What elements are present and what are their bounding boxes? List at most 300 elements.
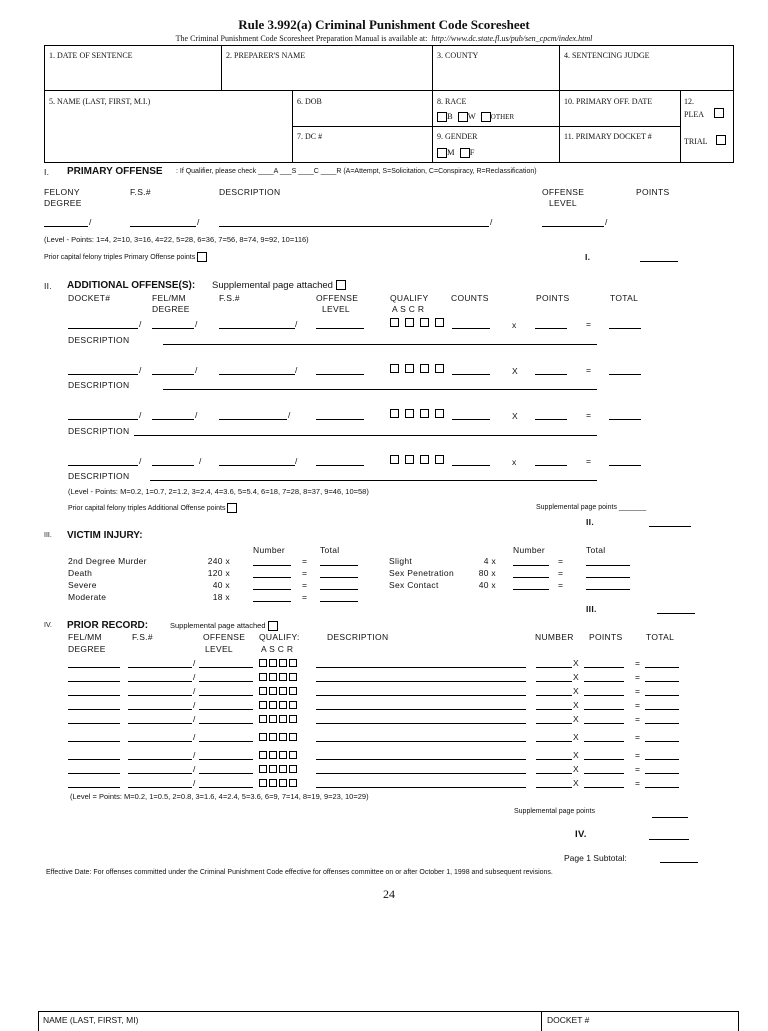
- preparers-name-field[interactable]: [221, 45, 433, 91]
- qualify-checkboxes[interactable]: [259, 673, 297, 681]
- prior-capital-text: Prior capital felony triples Additional Offense points: [68, 504, 226, 512]
- equals-sign: =: [586, 410, 592, 420]
- felmm-input[interactable]: [152, 328, 194, 329]
- injury-total-input[interactable]: [320, 589, 358, 590]
- fs-input[interactable]: [128, 709, 192, 710]
- total-input[interactable]: [645, 709, 679, 710]
- total-input[interactable]: [609, 328, 641, 329]
- slash: /: [197, 217, 200, 227]
- points-input[interactable]: [584, 759, 624, 760]
- manual-note: [0, 34, 768, 43]
- race-w-checkbox[interactable]: [458, 112, 468, 122]
- equals-sign: =: [635, 672, 641, 682]
- total-input[interactable]: [645, 723, 679, 724]
- fs-input[interactable]: [219, 419, 287, 420]
- felmm-input[interactable]: [152, 465, 194, 466]
- equals-sign: =: [558, 568, 564, 578]
- docket-input[interactable]: [68, 419, 138, 420]
- qualify-checkboxes[interactable]: [259, 715, 297, 723]
- supp-attached-text: Supplemental page attached: [212, 280, 333, 291]
- times-sign: X: [512, 411, 518, 421]
- felmm-input[interactable]: [152, 419, 194, 420]
- description-input[interactable]: [150, 480, 597, 481]
- fs-input[interactable]: [128, 741, 192, 742]
- total-input[interactable]: [645, 741, 679, 742]
- qualify-checkboxes[interactable]: [259, 765, 297, 773]
- col-docket: DOCKET#: [68, 293, 111, 303]
- plea-checkbox[interactable]: [714, 108, 724, 118]
- col-description: DESCRIPTION: [219, 187, 281, 197]
- col-degree: DEGREE: [68, 644, 106, 654]
- injury-label: Sex Penetration: [389, 568, 454, 578]
- qualify-checkboxes[interactable]: [259, 779, 297, 787]
- prior-capital-text: Prior capital felony triples Primary Offense points: [44, 253, 196, 261]
- fs-input[interactable]: [128, 681, 192, 682]
- number-input[interactable]: [536, 741, 572, 742]
- offense-level-input[interactable]: [316, 328, 364, 329]
- bottom-docket-label: DOCKET #: [547, 1015, 590, 1025]
- fs-input[interactable]: [219, 374, 295, 375]
- col-offense: OFFENSE: [542, 187, 585, 197]
- injury-multiplier: 4 x: [483, 556, 496, 566]
- description-input[interactable]: [316, 709, 526, 710]
- page-title: Rule 3.992(a) Criminal Punishment Code Scoresheet: [238, 17, 530, 32]
- qualify-checkboxes[interactable]: [259, 733, 297, 741]
- felmm-input[interactable]: [68, 667, 120, 668]
- prior-record-roman: IV.: [44, 622, 52, 629]
- preparers-name-label: 2. PREPARER'S NAME: [226, 51, 306, 60]
- race-options: [437, 111, 514, 122]
- injury-total-input[interactable]: [586, 565, 630, 566]
- trial-checkbox[interactable]: [716, 135, 726, 145]
- fs-input[interactable]: [128, 773, 192, 774]
- supp-attached-checkbox[interactable]: [268, 621, 278, 631]
- injury-number-input[interactable]: [513, 565, 549, 566]
- description-input[interactable]: [219, 226, 489, 227]
- col-points: POINTS: [589, 632, 623, 642]
- col-degree: DEGREE: [44, 198, 82, 208]
- injury-number-input[interactable]: [513, 577, 549, 578]
- points-input[interactable]: [535, 419, 567, 420]
- times-sign: x: [512, 457, 517, 467]
- counts-input[interactable]: [452, 328, 490, 329]
- injury-total-input[interactable]: [320, 601, 358, 602]
- injury-multiplier: 120 x: [207, 568, 230, 578]
- total-input[interactable]: [645, 695, 679, 696]
- offense-level-input[interactable]: [199, 681, 253, 682]
- col-offense: OFFENSE: [203, 632, 246, 642]
- race-label: 8. RACE: [437, 97, 467, 106]
- injury-total-input[interactable]: [320, 577, 358, 578]
- primary-offense-title: PRIMARY OFFENSE: [67, 166, 163, 177]
- slash: /: [89, 217, 92, 227]
- points-input[interactable]: [584, 667, 624, 668]
- equals-sign: =: [635, 732, 641, 742]
- col-fs: F.S.#: [130, 187, 151, 197]
- equals-sign: =: [635, 764, 641, 774]
- gender-m-label: M: [447, 147, 455, 157]
- col-felmm: FEL/MM: [68, 632, 102, 642]
- slash: /: [139, 365, 142, 375]
- equals-sign: =: [635, 700, 641, 710]
- equals-sign: =: [635, 714, 641, 724]
- col-number: Number: [253, 545, 286, 555]
- page-number: 24: [383, 887, 395, 901]
- times-sign: X: [573, 732, 579, 742]
- injury-total-input[interactable]: [586, 589, 630, 590]
- slash: /: [195, 319, 198, 329]
- slash: /: [199, 456, 202, 466]
- subtotal-i-label: I.: [585, 252, 591, 262]
- qualify-checkboxes[interactable]: [259, 659, 297, 667]
- felmm-input[interactable]: [152, 374, 194, 375]
- number-input[interactable]: [536, 681, 572, 682]
- page-subtotal-label: Page 1 Subtotal:: [564, 853, 627, 863]
- felmm-input[interactable]: [68, 681, 120, 682]
- race-b-checkbox[interactable]: [437, 112, 447, 122]
- col-degree: DEGREE: [152, 304, 190, 314]
- level-points-note: (Level = Points: M=0.2, 1=0.5, 2=0.8, 3=1.6, 4=2.4, 5=3.6, 6=9, 7=14, 8=19, 9=23, 10=29): [70, 792, 369, 801]
- slash: /: [193, 714, 196, 724]
- slash: /: [195, 365, 198, 375]
- dob-field[interactable]: [292, 90, 433, 127]
- additional-offense-title: ADDITIONAL OFFENSE(S):: [67, 280, 196, 291]
- number-input[interactable]: [536, 773, 572, 774]
- number-input[interactable]: [536, 787, 572, 788]
- prior-capital-note: [68, 503, 237, 513]
- docket-input[interactable]: [68, 465, 138, 466]
- qualify-checkboxes[interactable]: [259, 701, 297, 709]
- injury-multiplier: 40 x: [478, 580, 496, 590]
- slash: /: [193, 750, 196, 760]
- bottom-name-field[interactable]: [38, 1011, 542, 1031]
- total-input[interactable]: [645, 773, 679, 774]
- total-input[interactable]: [609, 465, 641, 466]
- subtotal-iv-input[interactable]: [649, 839, 689, 840]
- race-other-checkbox[interactable]: [481, 112, 491, 122]
- prior-capital-note: [44, 252, 207, 262]
- total-input[interactable]: [645, 681, 679, 682]
- slash: /: [295, 319, 298, 329]
- subtotal-ii-label: II.: [586, 517, 594, 527]
- number-input[interactable]: [536, 723, 572, 724]
- description-label: DESCRIPTION: [68, 426, 130, 436]
- primary-docket-label: 11. PRIMARY DOCKET #: [564, 132, 652, 141]
- qualifier-note: : If Qualifier, please check ____A ___S ____C ____R (A=Attempt, S=Solicitation, C=Conspiracy, R=Reclassification): [176, 168, 537, 175]
- prior-capital-checkbox[interactable]: [227, 503, 237, 513]
- offense-level-input[interactable]: [316, 419, 364, 420]
- trial-label: TRIAL: [684, 137, 708, 146]
- primary-offense-roman: I.: [44, 167, 50, 177]
- effective-date-note: Effective Date: For offenses committed under the Criminal Punishment Code effective for offenses committee on or after October 1, 1998 and subsequent revisions.: [46, 869, 553, 876]
- description-input[interactable]: [316, 773, 526, 774]
- primary-off-date-field[interactable]: [559, 90, 681, 127]
- name-label: 5. NAME (LAST, FIRST, M.I.): [49, 97, 151, 106]
- offense-level-input[interactable]: [199, 741, 253, 742]
- offense-level-input[interactable]: [316, 465, 364, 466]
- felmm-input[interactable]: [68, 695, 120, 696]
- injury-number-input[interactable]: [253, 589, 291, 590]
- sentencing-judge-field[interactable]: [559, 45, 734, 91]
- felmm-input[interactable]: [68, 723, 120, 724]
- description-input[interactable]: [163, 389, 597, 390]
- counts-input[interactable]: [452, 419, 490, 420]
- slash: /: [193, 672, 196, 682]
- gender-f-checkbox[interactable]: [460, 148, 470, 158]
- prior-record-title: PRIOR RECORD:: [67, 620, 149, 631]
- docket-input[interactable]: [68, 328, 138, 329]
- description-input[interactable]: [316, 681, 526, 682]
- fs-input[interactable]: [128, 667, 192, 668]
- prior-capital-checkbox[interactable]: [197, 252, 207, 262]
- col-offense: OFFENSE: [316, 293, 359, 303]
- gender-field: [432, 126, 560, 163]
- plea-label: PLEA: [684, 110, 704, 119]
- primary-docket-field[interactable]: [559, 126, 681, 163]
- supp-attached: [212, 280, 346, 291]
- description-input[interactable]: [316, 787, 526, 788]
- injury-total-input[interactable]: [320, 565, 358, 566]
- page-subtotal-input[interactable]: [660, 862, 698, 863]
- slash: /: [288, 410, 291, 420]
- description-input[interactable]: [316, 723, 526, 724]
- counts-input[interactable]: [452, 374, 490, 375]
- slash: /: [193, 732, 196, 742]
- times-sign: X: [573, 672, 579, 682]
- number-input[interactable]: [536, 709, 572, 710]
- points-input[interactable]: [584, 773, 624, 774]
- times-sign: x: [512, 320, 517, 330]
- points-input[interactable]: [584, 787, 624, 788]
- slash: /: [193, 764, 196, 774]
- fs-input[interactable]: [130, 226, 196, 227]
- felmm-input[interactable]: [68, 773, 120, 774]
- points-input[interactable]: [535, 465, 567, 466]
- points-input[interactable]: [584, 681, 624, 682]
- col-level: LEVEL: [205, 644, 233, 654]
- dc-field[interactable]: [292, 126, 433, 163]
- qualify-checkboxes[interactable]: [259, 687, 297, 695]
- offense-level-input[interactable]: [316, 374, 364, 375]
- victim-injury-roman: III.: [44, 532, 52, 539]
- additional-offense-roman: II.: [44, 281, 52, 291]
- equals-sign: =: [586, 456, 592, 466]
- col-level: LEVEL: [549, 198, 577, 208]
- injury-multiplier: 240 x: [207, 556, 230, 566]
- qualify-checkboxes[interactable]: [390, 318, 444, 327]
- subtotal-i-input[interactable]: [640, 261, 678, 262]
- injury-total-input[interactable]: [586, 577, 630, 578]
- plea-trial-field: [680, 90, 734, 163]
- col-total: TOTAL: [610, 293, 639, 303]
- equals-sign: =: [635, 750, 641, 760]
- description-label: DESCRIPTION: [68, 380, 130, 390]
- total-input[interactable]: [645, 667, 679, 668]
- injury-multiplier: 80 x: [478, 568, 496, 578]
- slash: /: [490, 217, 493, 227]
- description-input[interactable]: [134, 435, 597, 436]
- injury-number-input[interactable]: [513, 589, 549, 590]
- gender-f-label: F: [469, 147, 475, 157]
- offense-level-input[interactable]: [199, 773, 253, 774]
- description-input[interactable]: [316, 695, 526, 696]
- subtotal-iv-label: IV.: [575, 829, 587, 840]
- times-sign: X: [573, 714, 579, 724]
- fs-input[interactable]: [219, 328, 295, 329]
- injury-label: Death: [68, 568, 93, 578]
- gender-label: 9. GENDER: [437, 132, 478, 141]
- col-points: POINTS: [636, 187, 670, 197]
- injury-multiplier: 18 x: [212, 592, 230, 602]
- supp-attached-checkbox[interactable]: [336, 280, 346, 290]
- supp-page-points-input[interactable]: [652, 817, 688, 818]
- col-total: Total: [320, 545, 340, 555]
- injury-label: 2nd Degree Murder: [68, 556, 147, 566]
- offense-level-input[interactable]: [199, 787, 253, 788]
- times-sign: X: [573, 658, 579, 668]
- description-input[interactable]: [316, 759, 526, 760]
- fs-input[interactable]: [128, 723, 192, 724]
- qualify-checkboxes[interactable]: [390, 364, 444, 373]
- points-input[interactable]: [584, 695, 624, 696]
- slash: /: [139, 410, 142, 420]
- qualify-checkboxes[interactable]: [390, 409, 444, 418]
- slash: /: [605, 217, 608, 227]
- points-input[interactable]: [535, 328, 567, 329]
- gender-m-checkbox[interactable]: [437, 148, 447, 158]
- col-qualify: QUALIFY: [390, 293, 429, 303]
- number-input[interactable]: [536, 667, 572, 668]
- points-input[interactable]: [584, 741, 624, 742]
- qualify-checkboxes[interactable]: [259, 751, 297, 759]
- bottom-name-label: NAME (LAST, FIRST, MI): [43, 1015, 139, 1025]
- supp-page-points: Supplemental page points: [514, 808, 595, 815]
- description-input[interactable]: [316, 741, 526, 742]
- injury-label: Slight: [389, 556, 413, 566]
- col-total: TOTAL: [646, 632, 675, 642]
- total-input[interactable]: [609, 374, 641, 375]
- county-field[interactable]: [432, 45, 560, 91]
- subtotal-iii-label: III.: [586, 604, 597, 614]
- injury-label: Moderate: [68, 592, 107, 602]
- level-points-note: (Level - Points: M=0.2, 1=0.7, 2=1.2, 3=2.4, 4=3.6, 5=5.4, 6=18, 7=28, 8=37, 9=46, 10=58): [68, 487, 369, 496]
- fs-input[interactable]: [219, 465, 295, 466]
- bottom-docket-field[interactable]: [541, 1011, 739, 1031]
- fs-input[interactable]: [128, 787, 192, 788]
- docket-input[interactable]: [68, 374, 138, 375]
- slash: /: [295, 365, 298, 375]
- slash: /: [295, 456, 298, 466]
- fs-input[interactable]: [128, 759, 192, 760]
- total-input[interactable]: [645, 759, 679, 760]
- dob-label: 6. DOB: [297, 97, 322, 106]
- equals-sign: =: [302, 568, 308, 578]
- felmm-input[interactable]: [68, 787, 120, 788]
- felmm-input[interactable]: [68, 741, 120, 742]
- date-of-sentence-label: 1. DATE OF SENTENCE: [49, 51, 133, 60]
- date-of-sentence-field[interactable]: [44, 45, 222, 91]
- times-sign: X: [573, 700, 579, 710]
- equals-sign: =: [635, 658, 641, 668]
- description-input[interactable]: [163, 344, 597, 345]
- slash: /: [193, 700, 196, 710]
- points-input[interactable]: [584, 709, 624, 710]
- equals-sign: =: [302, 592, 308, 602]
- injury-number-input[interactable]: [253, 577, 291, 578]
- description-input[interactable]: [316, 667, 526, 668]
- primary-off-date-label: 10. PRIMARY OFF. DATE: [564, 97, 653, 106]
- col-counts: COUNTS: [451, 293, 489, 303]
- supp-page-points: Supplemental page points _______: [536, 504, 647, 511]
- offense-level-input[interactable]: [199, 695, 253, 696]
- equals-sign: =: [302, 580, 308, 590]
- offense-level-input[interactable]: [199, 709, 253, 710]
- description-label: DESCRIPTION: [68, 471, 130, 481]
- injury-label: Severe: [68, 580, 97, 590]
- col-felmm: FEL/MM: [152, 293, 186, 303]
- felmm-input[interactable]: [68, 759, 120, 760]
- race-b-label: B: [447, 111, 453, 121]
- col-qualify: QUALIFY:: [259, 632, 300, 642]
- slash: /: [139, 456, 142, 466]
- total-input[interactable]: [645, 787, 679, 788]
- fs-input[interactable]: [128, 695, 192, 696]
- sentencing-judge-label: 4. SENTENCING JUDGE: [564, 51, 650, 60]
- col-ascr: A S C R: [392, 304, 425, 314]
- subtotal-iii-input[interactable]: [657, 613, 695, 614]
- description-label: DESCRIPTION: [68, 335, 130, 345]
- offense-level-input[interactable]: [199, 759, 253, 760]
- injury-number-input[interactable]: [253, 601, 291, 602]
- counts-input[interactable]: [452, 465, 490, 466]
- total-input[interactable]: [609, 419, 641, 420]
- col-number-right: Number: [513, 545, 546, 555]
- supp-attached: [170, 621, 278, 631]
- points-input[interactable]: [535, 374, 567, 375]
- col-level: LEVEL: [322, 304, 350, 314]
- equals-sign: =: [586, 365, 592, 375]
- felony-degree-input[interactable]: [44, 226, 88, 227]
- injury-number-input[interactable]: [253, 565, 291, 566]
- subtotal-ii-input[interactable]: [649, 526, 691, 527]
- equals-sign: =: [302, 556, 308, 566]
- equals-sign: =: [558, 556, 564, 566]
- slash: /: [193, 658, 196, 668]
- points-input[interactable]: [584, 723, 624, 724]
- times-sign: X: [573, 750, 579, 760]
- offense-level-input[interactable]: [199, 667, 253, 668]
- dc-label: 7. DC #: [297, 132, 323, 141]
- times-sign: X: [573, 764, 579, 774]
- col-points: POINTS: [536, 293, 570, 303]
- race-other-label: OTHER: [490, 113, 515, 121]
- offense-level-input[interactable]: [199, 723, 253, 724]
- slash: /: [193, 686, 196, 696]
- number-input[interactable]: [536, 759, 572, 760]
- manual-url[interactable]: http://www.dc.state.fl.us/pub/sen_cpcm/index.html: [431, 34, 593, 43]
- name-field[interactable]: [44, 90, 293, 163]
- race-w-label: W: [467, 111, 476, 121]
- col-fs: F.S.#: [132, 632, 153, 642]
- number-input[interactable]: [536, 695, 572, 696]
- gender-options: [437, 147, 474, 158]
- equals-sign: =: [635, 778, 641, 788]
- offense-level-input[interactable]: [542, 226, 604, 227]
- col-description: DESCRIPTION: [327, 632, 389, 642]
- qualify-checkboxes[interactable]: [390, 455, 444, 464]
- felmm-input[interactable]: [68, 709, 120, 710]
- race-field: [432, 90, 560, 127]
